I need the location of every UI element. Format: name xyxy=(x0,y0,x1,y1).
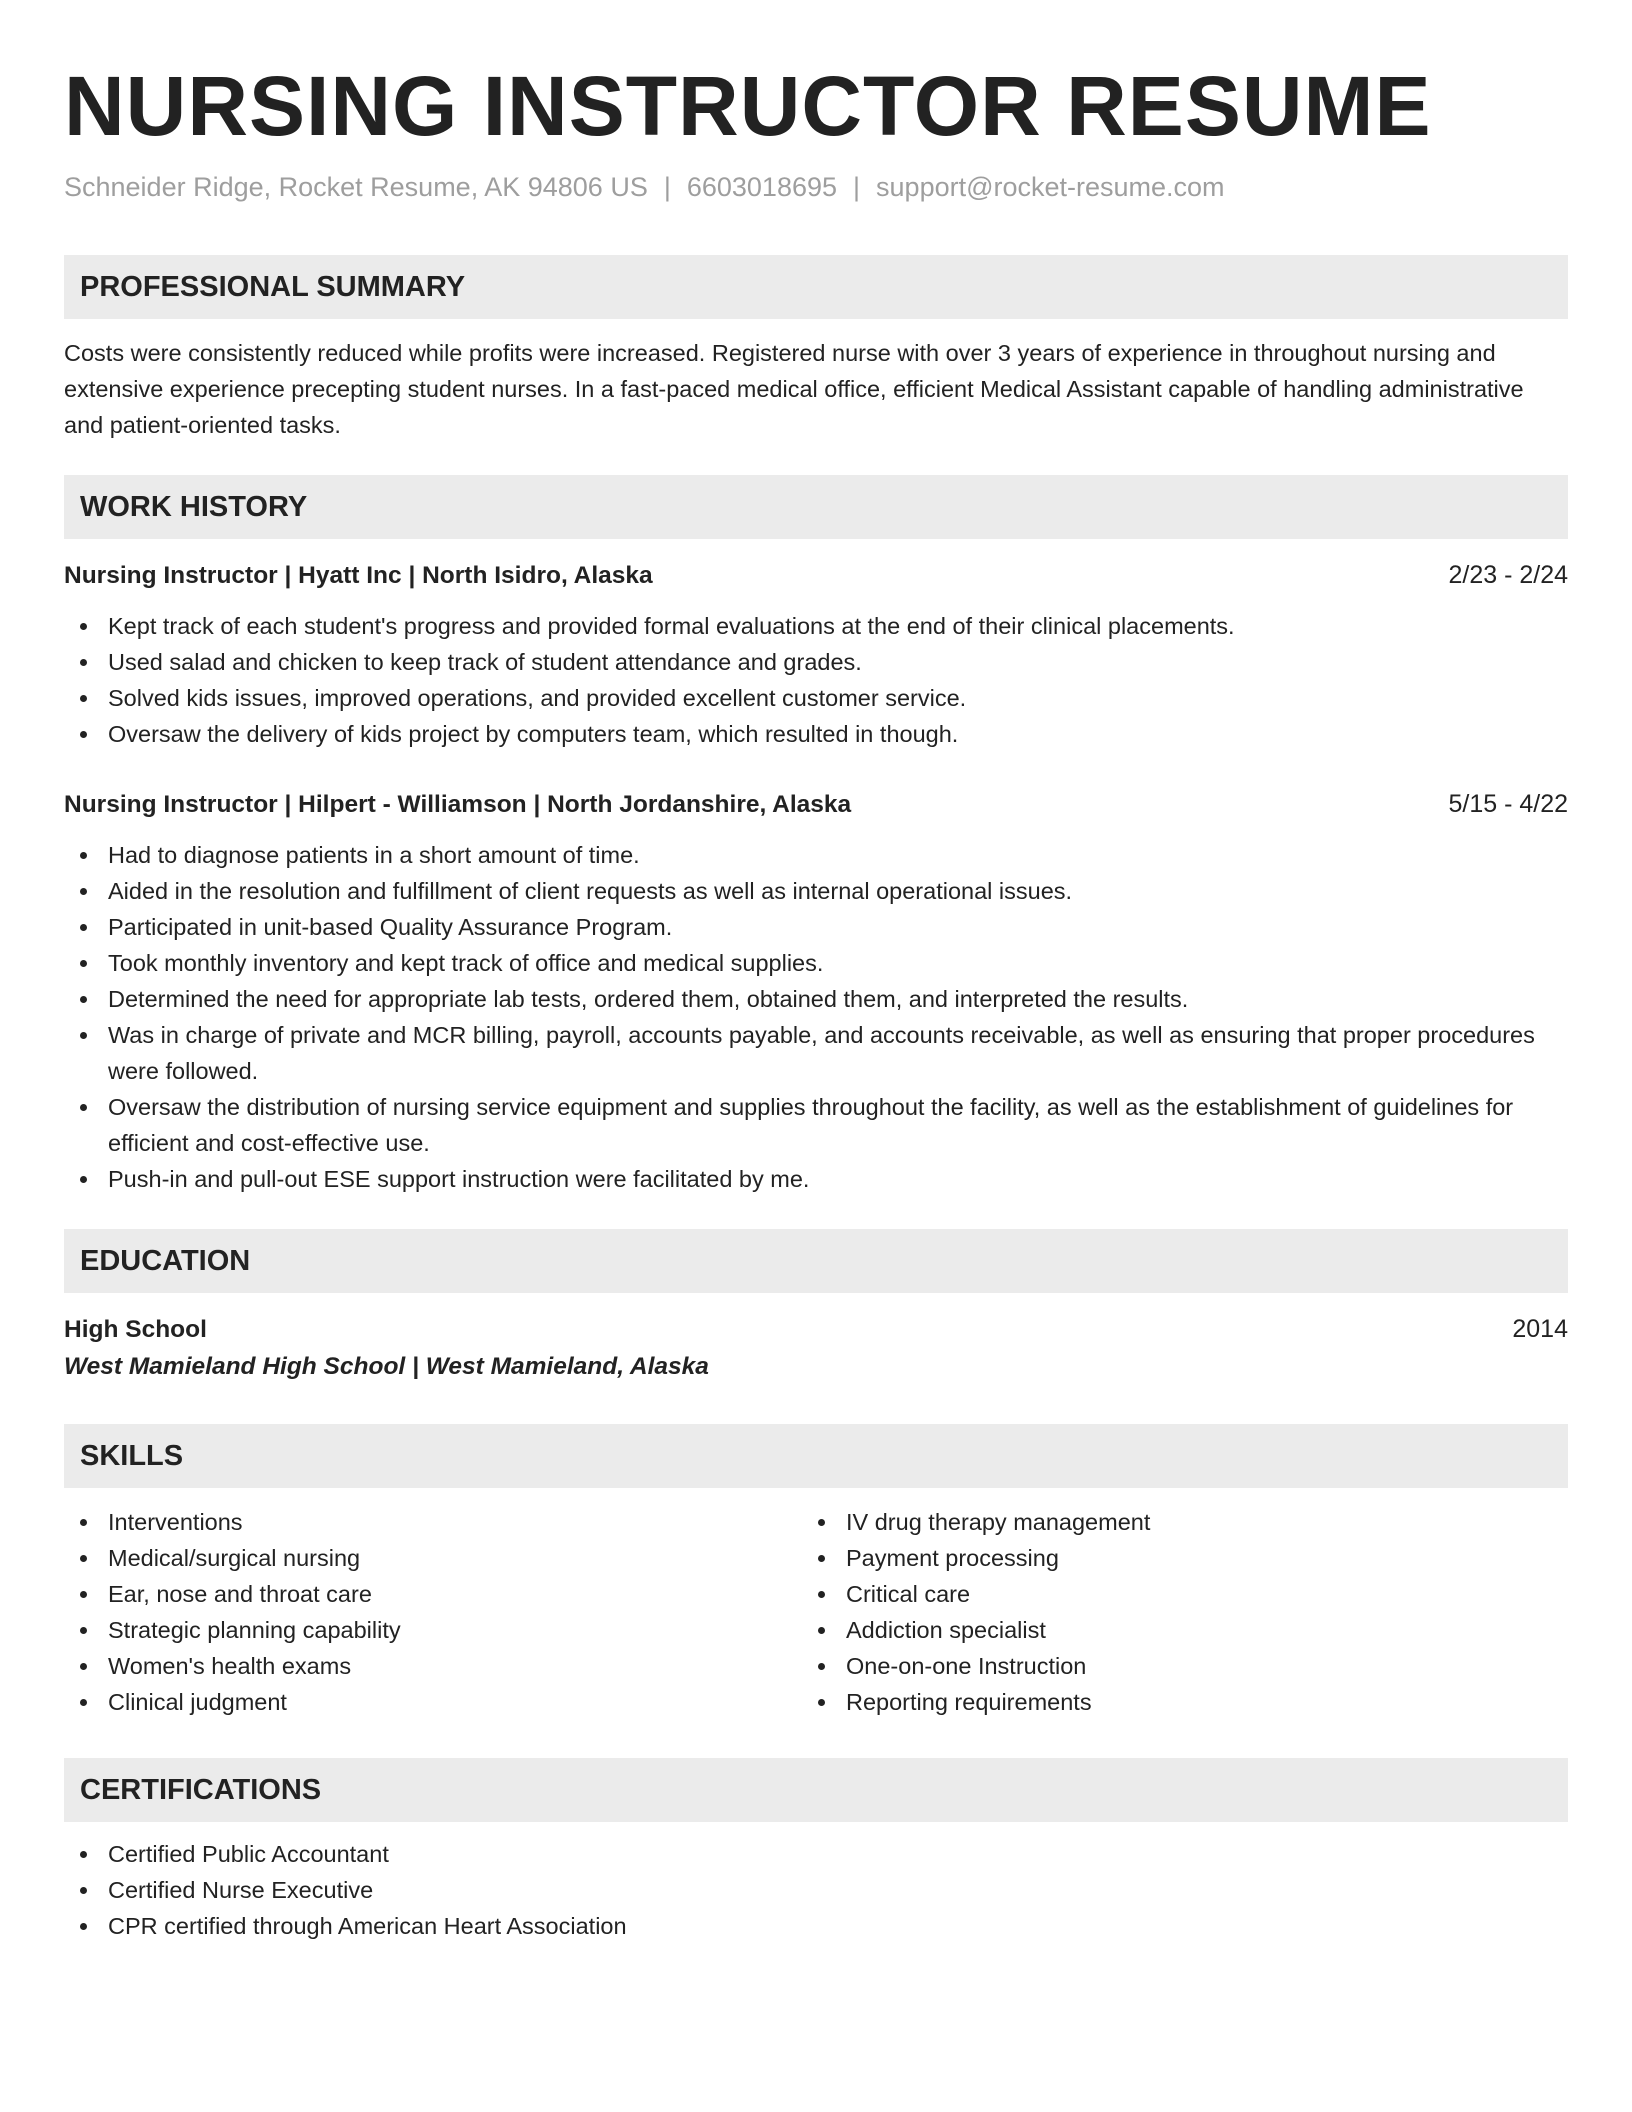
contact-phone: 6603018695 xyxy=(686,172,838,202)
section-header-certifications: CERTIFICATIONS xyxy=(64,1758,1568,1822)
job-dates: 2/23 - 2/24 xyxy=(1448,561,1568,589)
job-title-row xyxy=(64,786,1568,823)
list-item: Kept track of each student's progress and provided formal evaluations at the end of their clinical placements. xyxy=(64,608,1568,644)
list-item: IV drug therapy management xyxy=(802,1504,1540,1540)
skills-list-right xyxy=(802,1504,1540,1720)
job-title: Nursing Instructor | Hilpert - Williamson | North Jordanshire, Alaska xyxy=(64,791,852,818)
job-entry xyxy=(64,557,1568,752)
list-item: Had to diagnose patients in a short amount of time. xyxy=(64,837,1568,873)
list-item: Clinical judgment xyxy=(64,1684,802,1720)
education-school: West Mamieland High School | West Mamieland, Alaska xyxy=(64,1353,709,1380)
list-item: Oversaw the delivery of kids project by computers team, which resulted in though. xyxy=(64,716,1568,752)
summary-text: Costs were consistently reduced while profits were increased. Registered nurse with over 3 years of experience in throughout nursing and extensive experience precepting student nurses. In a fast-paced medical office, efficient Medical Assistant capable of handling administrative and patient-oriented tasks. xyxy=(64,340,1524,438)
list-item: Push-in and pull-out ESE support instruction were facilitated by me. xyxy=(64,1161,1568,1197)
list-item: Took monthly inventory and kept track of office and medical supplies. xyxy=(64,945,1568,981)
education-year: 2014 xyxy=(1512,1315,1568,1343)
contact-separator: | xyxy=(663,172,671,202)
contact-separator: | xyxy=(853,172,861,202)
section-header-summary: PROFESSIONAL SUMMARY xyxy=(64,255,1568,319)
list-item: Aided in the resolution and fulfillment of client requests as well as internal operational issues. xyxy=(64,873,1568,909)
job-title: Nursing Instructor | Hyatt Inc | North Isidro, Alaska xyxy=(64,562,653,589)
list-item: Medical/surgical nursing xyxy=(64,1540,802,1576)
job-dates: 5/15 - 4/22 xyxy=(1448,790,1568,818)
section-header-education: EDUCATION xyxy=(64,1229,1568,1293)
job-entry xyxy=(64,786,1568,1197)
certifications-list xyxy=(64,1836,1568,1944)
list-item: Certified Public Accountant xyxy=(64,1836,1568,1872)
list-item: Addiction specialist xyxy=(802,1612,1540,1648)
job-bullet-list xyxy=(64,608,1568,752)
contact-email: support@rocket-resume.com xyxy=(876,172,1225,202)
list-item: Certified Nurse Executive xyxy=(64,1872,1568,1908)
job-title-row xyxy=(64,557,1568,594)
education-title-row xyxy=(64,1311,1568,1348)
contact-line xyxy=(64,172,1568,203)
skills-list-left xyxy=(64,1504,802,1720)
list-item: Used salad and chicken to keep track of student attendance and grades. xyxy=(64,644,1568,680)
list-item: Solved kids issues, improved operations, and provided excellent customer service. xyxy=(64,680,1568,716)
list-item: Payment processing xyxy=(802,1540,1540,1576)
list-item: Interventions xyxy=(64,1504,802,1540)
list-item: Women's health exams xyxy=(64,1648,802,1684)
list-item: Strategic planning capability xyxy=(64,1612,802,1648)
list-item: Reporting requirements xyxy=(802,1684,1540,1720)
list-item: Was in charge of private and MCR billing, payroll, accounts payable, and accounts receivable, as well as ensuring that proper procedures were followed. xyxy=(64,1017,1568,1089)
list-item: Determined the need for appropriate lab tests, ordered them, obtained them, and interpreted the results. xyxy=(64,981,1568,1017)
list-item: One-on-one Instruction xyxy=(802,1648,1540,1684)
list-item: Participated in unit-based Quality Assurance Program. xyxy=(64,909,1568,945)
contact-address: Schneider Ridge, Rocket Resume, AK 94806 US xyxy=(64,172,648,202)
education-entry xyxy=(64,1311,1568,1386)
job-bullet-list xyxy=(64,837,1568,1197)
education-degree: High School xyxy=(64,1316,207,1343)
section-header-work-history: WORK HISTORY xyxy=(64,475,1568,539)
list-item: CPR certified through American Heart Association xyxy=(64,1908,1568,1944)
resume-title: NURSING INSTRUCTOR RESUME xyxy=(64,59,1432,153)
list-item: Oversaw the distribution of nursing service equipment and supplies throughout the facility, as well as the establishment of guidelines for efficient and cost-effective use. xyxy=(64,1089,1568,1161)
list-item: Ear, nose and throat care xyxy=(64,1576,802,1612)
section-header-skills: SKILLS xyxy=(64,1424,1568,1488)
list-item: Critical care xyxy=(802,1576,1540,1612)
skills-columns xyxy=(64,1504,1568,1720)
